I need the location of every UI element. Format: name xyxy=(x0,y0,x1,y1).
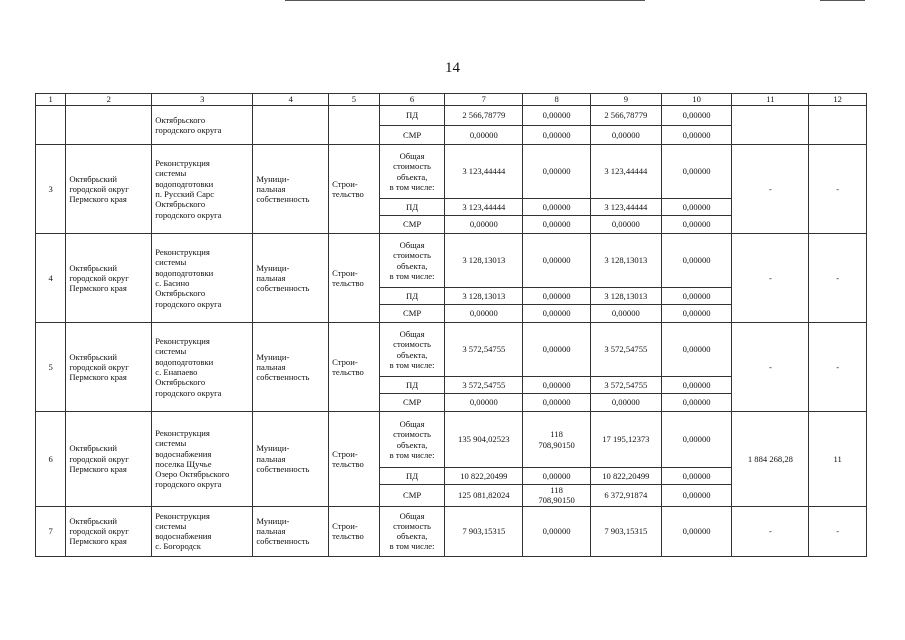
col12-cell: - xyxy=(809,506,867,556)
ownership-cell: Муници- пальная собственность xyxy=(253,323,329,412)
header-cell: 8 xyxy=(523,94,591,106)
value-cell: 0,00000 xyxy=(661,216,732,234)
value-cell: 0,00000 xyxy=(661,106,732,126)
value-cell: 0,00000 xyxy=(523,106,591,126)
object-cell: Реконструкция системы водоподготовки п. Русский Сарс Октябрьского городского округа xyxy=(152,145,253,234)
owner-cell: Октябрьский городской округ Пермского края xyxy=(66,323,152,412)
value-cell: 7 903,15315 xyxy=(590,506,661,556)
col12-cell: 11 xyxy=(809,412,867,507)
value-cell: 2 566,78779 xyxy=(445,106,523,126)
value-cell: 0,00000 xyxy=(523,377,591,394)
value-cell: 3 128,13013 xyxy=(445,288,523,305)
owner-cell: Октябрьский городской округ Пермского края xyxy=(66,412,152,507)
value-cell: 0,00000 xyxy=(445,126,523,145)
value-cell: 3 128,13013 xyxy=(445,234,523,288)
work-cell: Строи- тельство xyxy=(329,506,380,556)
value-cell: 0,00000 xyxy=(661,394,732,412)
owner-cell: Октябрьский городской округ Пермского края xyxy=(66,506,152,556)
value-cell: 0,00000 xyxy=(523,126,591,145)
value-cell: 3 572,54755 xyxy=(445,323,523,377)
cost-type-cell: ПД xyxy=(379,199,445,216)
value-cell: 3 128,13013 xyxy=(590,288,661,305)
value-cell: 118 708,90150 xyxy=(523,412,591,468)
header-cell: 9 xyxy=(590,94,661,106)
col12-cell xyxy=(809,106,867,145)
value-cell: 7 903,15315 xyxy=(445,506,523,556)
value-cell: 2 566,78779 xyxy=(590,106,661,126)
number-cell: 3 xyxy=(36,145,66,234)
col12-cell: - xyxy=(809,234,867,323)
number-cell: 7 xyxy=(36,506,66,556)
value-cell: 0,00000 xyxy=(590,305,661,323)
value-cell: 3 128,13013 xyxy=(590,234,661,288)
cost-type-cell: СМР xyxy=(379,485,445,507)
table-row xyxy=(36,506,867,556)
value-cell: 0,00000 xyxy=(445,305,523,323)
cost-type-cell: ПД xyxy=(379,468,445,485)
cost-type-cell: СМР xyxy=(379,394,445,412)
header-cell: 5 xyxy=(329,94,380,106)
value-cell: 3 123,44444 xyxy=(445,199,523,216)
value-cell: 0,00000 xyxy=(590,126,661,145)
value-cell: 0,00000 xyxy=(523,199,591,216)
work-cell: Строи- тельство xyxy=(329,145,380,234)
total-label-cell: Общая стоимость объекта, в том числе: xyxy=(379,323,445,377)
owner-cell: Октябрьский городской округ Пермского края xyxy=(66,234,152,323)
value-cell: 3 123,44444 xyxy=(445,145,523,199)
top-rule-right xyxy=(820,0,865,1)
header-cell: 3 xyxy=(152,94,253,106)
owner-cell xyxy=(66,106,152,145)
header-row xyxy=(36,94,867,106)
col11-cell: 1 884 268,28 xyxy=(732,412,809,507)
header-cell: 12 xyxy=(809,94,867,106)
value-cell: 3 123,44444 xyxy=(590,145,661,199)
object-cell: Реконструкция системы водоснабжения с. Богородск xyxy=(152,506,253,556)
header-cell: 10 xyxy=(661,94,732,106)
owner-cell: Октябрьский городской округ Пермского края xyxy=(66,145,152,234)
work-cell: Строи- тельство xyxy=(329,234,380,323)
cost-type-cell: ПД xyxy=(379,288,445,305)
total-label-cell: Общая стоимость объекта, в том числе: xyxy=(379,234,445,288)
work-cell: Строи- тельство xyxy=(329,412,380,507)
cost-type-cell: СМР xyxy=(379,305,445,323)
value-cell: 0,00000 xyxy=(445,216,523,234)
ownership-cell: Муници- пальная собственность xyxy=(253,145,329,234)
number-cell: 6 xyxy=(36,412,66,507)
value-cell: 0,00000 xyxy=(523,394,591,412)
ownership-cell: Муници- пальная собственность xyxy=(253,234,329,323)
object-cell: Октябрьского городского округа xyxy=(152,106,253,145)
cost-type-cell: СМР xyxy=(379,126,445,145)
table-row xyxy=(36,412,867,468)
value-cell: 0,00000 xyxy=(523,145,591,199)
cost-type-cell: ПД xyxy=(379,106,445,126)
value-cell: 6 372,91874 xyxy=(590,485,661,507)
header-cell: 2 xyxy=(66,94,152,106)
ownership-cell: Муници- пальная собственность xyxy=(253,412,329,507)
value-cell: 135 904,02523 xyxy=(445,412,523,468)
value-cell: 3 572,54755 xyxy=(590,377,661,394)
value-cell: 0,00000 xyxy=(661,199,732,216)
value-cell: 0,00000 xyxy=(661,234,732,288)
value-cell: 0,00000 xyxy=(523,506,591,556)
value-cell: 0,00000 xyxy=(661,305,732,323)
value-cell: 17 195,12373 xyxy=(590,412,661,468)
number-cell xyxy=(36,106,66,145)
header-cell: 7 xyxy=(445,94,523,106)
total-label-cell: Общая стоимость объекта, в том числе: xyxy=(379,506,445,556)
value-cell: 3 572,54755 xyxy=(445,377,523,394)
value-cell: 3 572,54755 xyxy=(590,323,661,377)
header-cell: 4 xyxy=(253,94,329,106)
table-row xyxy=(36,106,867,126)
ownership-cell: Муници- пальная собственность xyxy=(253,506,329,556)
cost-type-cell: ПД xyxy=(379,377,445,394)
value-cell: 125 081,82024 xyxy=(445,485,523,507)
value-cell: 0,00000 xyxy=(523,323,591,377)
col11-cell xyxy=(732,106,809,145)
value-cell: 0,00000 xyxy=(523,234,591,288)
value-cell: 0,00000 xyxy=(661,412,732,468)
budget-table xyxy=(35,93,867,557)
object-cell: Реконструкция системы водоснабжения поселка Щучье Озеро Октябрьского городского округа xyxy=(152,412,253,507)
value-cell: 0,00000 xyxy=(523,468,591,485)
header-cell: 1 xyxy=(36,94,66,106)
total-label-cell: Общая стоимость объекта, в том числе: xyxy=(379,412,445,468)
page-number: 14 xyxy=(445,60,460,76)
ownership-cell xyxy=(253,106,329,145)
header-cell: 11 xyxy=(732,94,809,106)
object-cell: Реконструкция системы водоподготовки с. Енапаево Октябрьского городского округа xyxy=(152,323,253,412)
work-cell xyxy=(329,106,380,145)
value-cell: 0,00000 xyxy=(661,288,732,305)
col11-cell: - xyxy=(732,145,809,234)
total-label-cell: Общая стоимость объекта, в том числе: xyxy=(379,145,445,199)
value-cell: 0,00000 xyxy=(590,394,661,412)
number-cell: 5 xyxy=(36,323,66,412)
value-cell: 10 822,20499 xyxy=(590,468,661,485)
value-cell: 3 123,44444 xyxy=(590,199,661,216)
value-cell: 10 822,20499 xyxy=(445,468,523,485)
table-row xyxy=(36,145,867,199)
value-cell: 118 708,90150 xyxy=(523,485,591,507)
value-cell: 0,00000 xyxy=(523,288,591,305)
col12-cell: - xyxy=(809,145,867,234)
col11-cell: - xyxy=(732,323,809,412)
work-cell: Строи- тельство xyxy=(329,323,380,412)
value-cell: 0,00000 xyxy=(661,145,732,199)
object-cell: Реконструкция системы водоподготовки с. Басино Октябрьского городского округа xyxy=(152,234,253,323)
table-row xyxy=(36,234,867,288)
table-row xyxy=(36,323,867,377)
value-cell: 0,00000 xyxy=(661,468,732,485)
header-cell: 6 xyxy=(379,94,445,106)
value-cell: 0,00000 xyxy=(523,305,591,323)
cost-type-cell: СМР xyxy=(379,216,445,234)
value-cell: 0,00000 xyxy=(661,323,732,377)
number-cell: 4 xyxy=(36,234,66,323)
value-cell: 0,00000 xyxy=(445,394,523,412)
col12-cell: - xyxy=(809,323,867,412)
col11-cell: - xyxy=(732,506,809,556)
value-cell: 0,00000 xyxy=(661,506,732,556)
value-cell: 0,00000 xyxy=(661,126,732,145)
value-cell: 0,00000 xyxy=(590,216,661,234)
col11-cell: - xyxy=(732,234,809,323)
value-cell: 0,00000 xyxy=(661,377,732,394)
value-cell: 0,00000 xyxy=(523,216,591,234)
value-cell: 0,00000 xyxy=(661,485,732,507)
top-rule-left xyxy=(285,0,645,1)
